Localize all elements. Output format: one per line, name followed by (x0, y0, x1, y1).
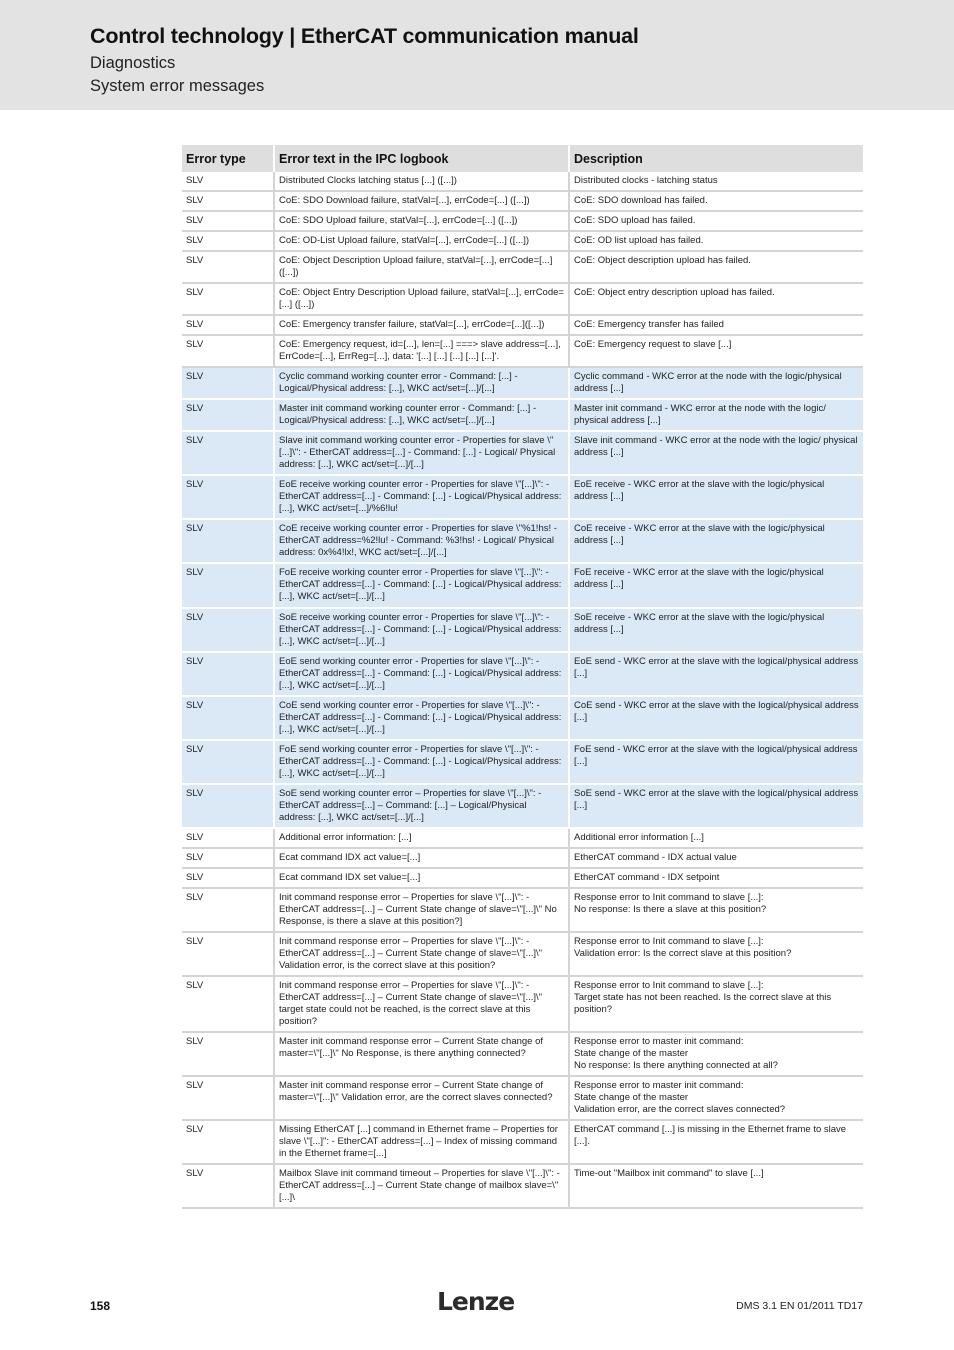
table-row (182, 316, 863, 336)
cell-description: Cyclic command - WKC error at the node with the logic/physical address [...] (568, 368, 863, 398)
cell-error-type: SLV (186, 175, 204, 186)
cell-description: Response error to Init command to slave [...]: Validation error: Is the correct slave at this position? (568, 933, 863, 975)
cell-error-type: SLV (186, 523, 204, 534)
cell-error-type: SLV (186, 215, 204, 226)
cell-error-type: SLV (186, 1168, 204, 1179)
cell-error-text: FoE receive working counter error - Properties for slave \"[...]\": - EtherCAT address=[...] - Command: [...] - Logical/Physical address: [...], WKC act/set=[...]/[...] (273, 564, 568, 607)
cell-error-type: SLV (186, 744, 204, 755)
table-row (182, 785, 863, 829)
cell-description: EoE send - WKC error at the slave with the logical/physical address [...] (568, 653, 863, 695)
cell-description: EtherCAT command [...] is missing in the Ethernet frame to slave [...]. (568, 1121, 863, 1163)
cell-error-text: Ecat command IDX act value=[...] (273, 849, 568, 867)
table-row (182, 741, 863, 785)
cell-error-type: SLV (186, 612, 204, 623)
cell-description: Distributed clocks - latching status (568, 172, 863, 190)
cell-error-type: SLV (186, 319, 204, 330)
page-number: 158 (90, 1299, 111, 1313)
table-row (182, 697, 863, 741)
table-row (182, 252, 863, 284)
cell-error-text: Additional error information: [...] (273, 829, 568, 847)
cell-error-type: SLV (186, 255, 204, 266)
cell-error-text: CoE send working counter error - Properties for slave \"[...]\": - EtherCAT address=[...] - Command: [...] - Logical/Physical address:[...], WKC act/set=[...]/[...] (273, 697, 568, 739)
cell-error-type: SLV (186, 479, 204, 490)
cell-error-type: SLV (186, 788, 204, 799)
cell-error-text: FoE send working counter error - Properties for slave \"[...]\": - EtherCAT address=[...] - Command: [...] - Logical/Physical address: [...], WKC act/set=[...]/[...] (273, 741, 568, 783)
column-header-error-type: Error type (182, 145, 273, 172)
section-title: Diagnostics (90, 54, 176, 72)
table-row (182, 336, 863, 368)
document-title: Control technology | EtherCAT communication manual (90, 24, 639, 48)
table-row (182, 1165, 863, 1209)
cell-error-text: Ecat command IDX set value=[...] (273, 869, 568, 887)
cell-description: CoE: Emergency transfer has failed (568, 316, 863, 334)
table-row (182, 432, 863, 476)
cell-error-type: SLV (186, 403, 204, 414)
table-row (182, 400, 863, 432)
cell-description: EtherCAT command - IDX setpoint (568, 869, 863, 887)
cell-description: Response error to master init command: State change of the master No response: Is there anything connected at all? (568, 1033, 863, 1075)
cell-error-text: CoE: Emergency request, id=[...], len=[...] ===> slave address=[...], ErrCode=[...], ErrReg=[...], data: '[...] [...] [...] [...] [...]'. (273, 336, 568, 366)
cell-error-type: SLV (186, 832, 204, 843)
table-row (182, 977, 863, 1033)
table-row (182, 933, 863, 977)
table-row (182, 869, 863, 889)
cell-description: CoE receive - WKC error at the slave with the logic/physical address [...] (568, 520, 863, 562)
cell-error-text: Missing EtherCAT [...] command in Ethernet frame – Properties for slave \"[...]": - EtherCAT address=[...] – Index of missing command in the Ethernet frame=[...] (273, 1121, 568, 1163)
cell-description: CoE: Emergency request to slave [...] (568, 336, 863, 366)
cell-description: FoE send - WKC error at the slave with the logical/physical address [...] (568, 741, 863, 783)
cell-error-text: CoE receive working counter error - Properties for slave \"%1!hs! - EtherCAT address=%2!lu! - Command: %3!hs! - Logical/ Physical address: 0x%4!lx!, WKC act/set=[...]/[...] (273, 520, 568, 562)
table-row (182, 653, 863, 697)
cell-error-text: CoE: OD-List Upload failure, statVal=[...], errCode=[...] ([...]) (273, 232, 568, 250)
cell-error-text: Slave init command working counter error - Properties for slave \"[...]\": - EtherCAT address=[...] - Command: [...] - Logical/ Physical address: [...], WKC act/set=[...]/[...] (273, 432, 568, 474)
cell-description: EtherCAT command - IDX actual value (568, 849, 863, 867)
table-row (182, 1121, 863, 1165)
page-header (0, 0, 954, 110)
table-row (182, 368, 863, 400)
table-header (182, 145, 863, 172)
cell-error-type: SLV (186, 1124, 204, 1135)
cell-error-type: SLV (186, 892, 204, 903)
cell-error-text: CoE: SDO Upload failure, statVal=[...], errCode=[...] ([...]) (273, 212, 568, 230)
table-row (182, 192, 863, 212)
cell-error-text: EoE send working counter error - Properties for slave \"[...]\": - EtherCAT address=[...] - Command: [...] - Logical/Physical address: [...], WKC act/set=[...]/[...] (273, 653, 568, 695)
cell-error-text: CoE: SDO Download failure, statVal=[...], errCode=[...] ([...]) (273, 192, 568, 210)
cell-error-text: CoE: Object Description Upload failure, statVal=[...], errCode=[...] ([...]) (273, 252, 568, 282)
cell-description: SoE send - WKC error at the slave with the logical/physical address [...] (568, 785, 863, 827)
cell-error-text: CoE: Emergency transfer failure, statVal=[...], errCode=[...]([...]) (273, 316, 568, 334)
cell-error-type: SLV (186, 567, 204, 578)
cell-error-type: SLV (186, 235, 204, 246)
table-row (182, 564, 863, 609)
column-header-error-text: Error text in the IPC logbook (273, 145, 568, 172)
cell-error-type: SLV (186, 980, 204, 991)
cell-description: FoE receive - WKC error at the slave with the logic/physical address [...] (568, 564, 863, 607)
cell-error-text: Init command response error – Properties for slave \"[...]\": - EtherCAT address=[...] – Current State change of slave=\"[...]\" target state could not be reached, is the correct slave at this position? (273, 977, 568, 1031)
table-row (182, 212, 863, 232)
table-row (182, 609, 863, 653)
cell-description: CoE: SDO download has failed. (568, 192, 863, 210)
cell-error-text: Init command response error – Properties for slave \"[...]\": - EtherCAT address=[...] – Current State change of slave=\"[...]\" No Response, is there a slave at this position?] (273, 889, 568, 931)
cell-error-type: SLV (186, 195, 204, 206)
cell-description: Additional error information [...] (568, 829, 863, 847)
cell-description: Master init command - WKC error at the node with the logic/ physical address [...] (568, 400, 863, 430)
table-row (182, 1033, 863, 1077)
cell-description: CoE: Object entry description upload has failed. (568, 284, 863, 314)
cell-error-text: SoE send working counter error – Properties for slave \"[...]\": - EtherCAT address=[...] – Command: [...] – Logical/Physical address: [...], WKC act/set=[...]/[...] (273, 785, 568, 827)
cell-description: CoE: Object description upload has failed. (568, 252, 863, 282)
table-row (182, 476, 863, 520)
cell-description: CoE send - WKC error at the slave with the logical/physical address [...] (568, 697, 863, 739)
cell-description: EoE receive - WKC error at the slave with the logic/physical address [...] (568, 476, 863, 518)
cell-description: CoE: SDO upload has failed. (568, 212, 863, 230)
table-row (182, 1077, 863, 1121)
table-row (182, 284, 863, 316)
cell-description: Response error to Init command to slave [...]: Target state has not been reached. Is the correct slave at this position? (568, 977, 863, 1031)
table-row (182, 232, 863, 252)
table-row (182, 889, 863, 933)
cell-error-text: Master init command working counter error - Command: [...] - Logical/Physical address: [...], WKC act/set=[...]/[...] (273, 400, 568, 430)
cell-error-text: Mailbox Slave init command timeout – Properties for slave \"[...]\": - EtherCAT address=[...] – Current State change of mailbox slave=\"[...]\ (273, 1165, 568, 1207)
error-messages-table (182, 145, 863, 1209)
document-id: DMS 3.1 EN 01/2011 TD17 (736, 1300, 863, 1312)
cell-error-text: Cyclic command working counter error - Command: [...] - Logical/Physical address: [...], WKC act/set=[...]/[...] (273, 368, 568, 398)
cell-description: CoE: OD list upload has failed. (568, 232, 863, 250)
table-row (182, 849, 863, 869)
cell-error-text: Distributed Clocks latching status [...] ([...]) (273, 172, 568, 190)
cell-error-text: EoE receive working counter error - Properties for slave \"[...]\": - EtherCAT address=[...] - Command: [...] - Logical/Physical address: [...], WKC act/set=[...]/%6!lu! (273, 476, 568, 518)
cell-error-text: SoE receive working counter error - Properties for slave \"[...]\": - EtherCAT address=[...] - Command: [...] - Logical/Physical address: [...], WKC act/set=[...]/[...] (273, 609, 568, 651)
table-row (182, 520, 863, 564)
table-row (182, 172, 863, 192)
lenze-logo: Lenze (437, 1287, 515, 1316)
cell-error-type: SLV (186, 371, 204, 382)
cell-description: Time-out "Mailbox init command" to slave [...] (568, 1165, 863, 1207)
table-body (182, 172, 863, 1209)
cell-error-type: SLV (186, 936, 204, 947)
cell-error-text: Master init command response error – Current State change of master=\"[...]\" No Response, is there anything connected? (273, 1033, 568, 1075)
cell-description: Response error to master init command: State change of the master Validation error, are the correct slaves connected? (568, 1077, 863, 1119)
cell-description: Response error to Init command to slave [...]: No response: Is there a slave at this position? (568, 889, 863, 931)
cell-error-type: SLV (186, 435, 204, 446)
cell-error-type: SLV (186, 656, 204, 667)
cell-error-type: SLV (186, 287, 204, 298)
subsection-title: System error messages (90, 77, 265, 95)
cell-error-text: Init command response error – Properties for slave \"[...]\": - EtherCAT address=[...] – Current State change of slave=\"[...]\" Validation error, is the correct slave at this position? (273, 933, 568, 975)
cell-error-type: SLV (186, 1036, 204, 1047)
cell-error-type: SLV (186, 852, 204, 863)
cell-error-text: Master init command response error – Current State change of master=\"[...]\" Validation error, are the correct slaves connected? (273, 1077, 568, 1119)
cell-error-type: SLV (186, 339, 204, 350)
cell-error-type: SLV (186, 1080, 204, 1091)
cell-description: SoE receive - WKC error at the slave with the logic/physical address [...] (568, 609, 863, 651)
table-row (182, 829, 863, 849)
cell-error-text: CoE: Object Entry Description Upload failure, statVal=[...], errCode=[...] ([...]) (273, 284, 568, 314)
cell-description: Slave init command - WKC error at the node with the logic/ physical address [...] (568, 432, 863, 474)
column-header-description: Description (568, 145, 863, 172)
cell-error-type: SLV (186, 700, 204, 711)
cell-error-type: SLV (186, 872, 204, 883)
